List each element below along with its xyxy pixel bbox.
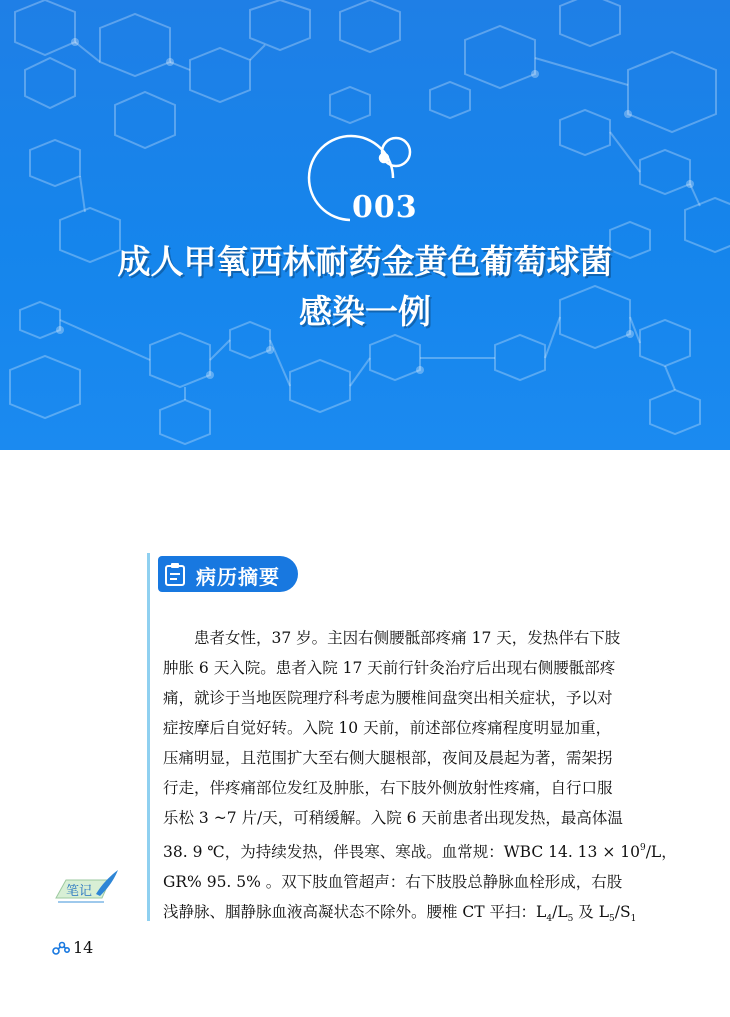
text-line: 症按摩后自觉好转。入院 10 天前，前述部位疼痛程度明显加重， <box>163 719 612 737</box>
section-accent-line <box>147 553 150 921</box>
subscript: 1 <box>630 914 637 924</box>
text-line: 痛，就诊于当地医院理疗科考虑为腰椎间盘突出相关症状，予以对 <box>163 689 613 707</box>
chapter-banner <box>0 0 730 450</box>
chapter-title-line2: 感染一例 <box>299 292 431 331</box>
text-line: GR% 95. 5% 。双下肢血管超声：右下肢股总静脉血栓形成，右股 <box>163 873 623 891</box>
text-span: 及 L <box>573 903 609 921</box>
text-line: 肿胀 6 天入院。患者入院 17 天前行针灸治疗后出现右侧腰骶部疼 <box>163 659 616 677</box>
subscript: 5 <box>609 914 615 924</box>
text-span: /L <box>552 903 568 921</box>
page-number: 14 <box>73 938 94 957</box>
text-span: 浅静脉、腘静脉血液高凝状态不除外。腰椎 CT 平扫：L <box>163 903 547 921</box>
text-line: 乐松 3 ~7 片/天，可稍缓解。入院 6 天前患者出现发热，最高体温 <box>163 809 623 827</box>
text-span: /L， <box>645 843 677 861</box>
clipboard-icon <box>164 562 186 586</box>
case-summary-text <box>163 623 677 934</box>
page-footer <box>52 938 93 957</box>
molecule-icon <box>52 941 70 955</box>
subscript: 4 <box>546 914 553 924</box>
text-line <box>163 897 637 934</box>
text-span: 38. 9 ℃，为持续发热，伴畏寒、寒战。血常规：WBC 14. 13 × 10 <box>163 843 640 861</box>
text-line <box>163 833 677 867</box>
chapter-title-line1: 成人甲氧西林耐药金黄色葡萄球菌 <box>117 242 613 281</box>
text-span: /S <box>614 903 631 921</box>
text-line: 患者女性，37 岁。主因右侧腰骶部疼痛 17 天，发热伴右下肢 <box>194 629 621 647</box>
superscript: 9 <box>639 843 646 853</box>
text-line: 行走，伴疼痛部位发红及肿胀，右下肢外侧放射性疼痛，自行口服 <box>163 779 613 797</box>
subscript: 5 <box>567 914 574 924</box>
note-label: 笔记 <box>66 884 93 899</box>
text-line: 压痛明显，且范围扩大至右侧大腿根部，夜间及晨起为著，需架拐 <box>163 749 613 767</box>
chapter-number: 003 <box>352 190 418 225</box>
section-tag <box>158 556 298 592</box>
note-badge-icon <box>52 868 122 910</box>
section-heading: 病历摘要 <box>196 565 280 589</box>
